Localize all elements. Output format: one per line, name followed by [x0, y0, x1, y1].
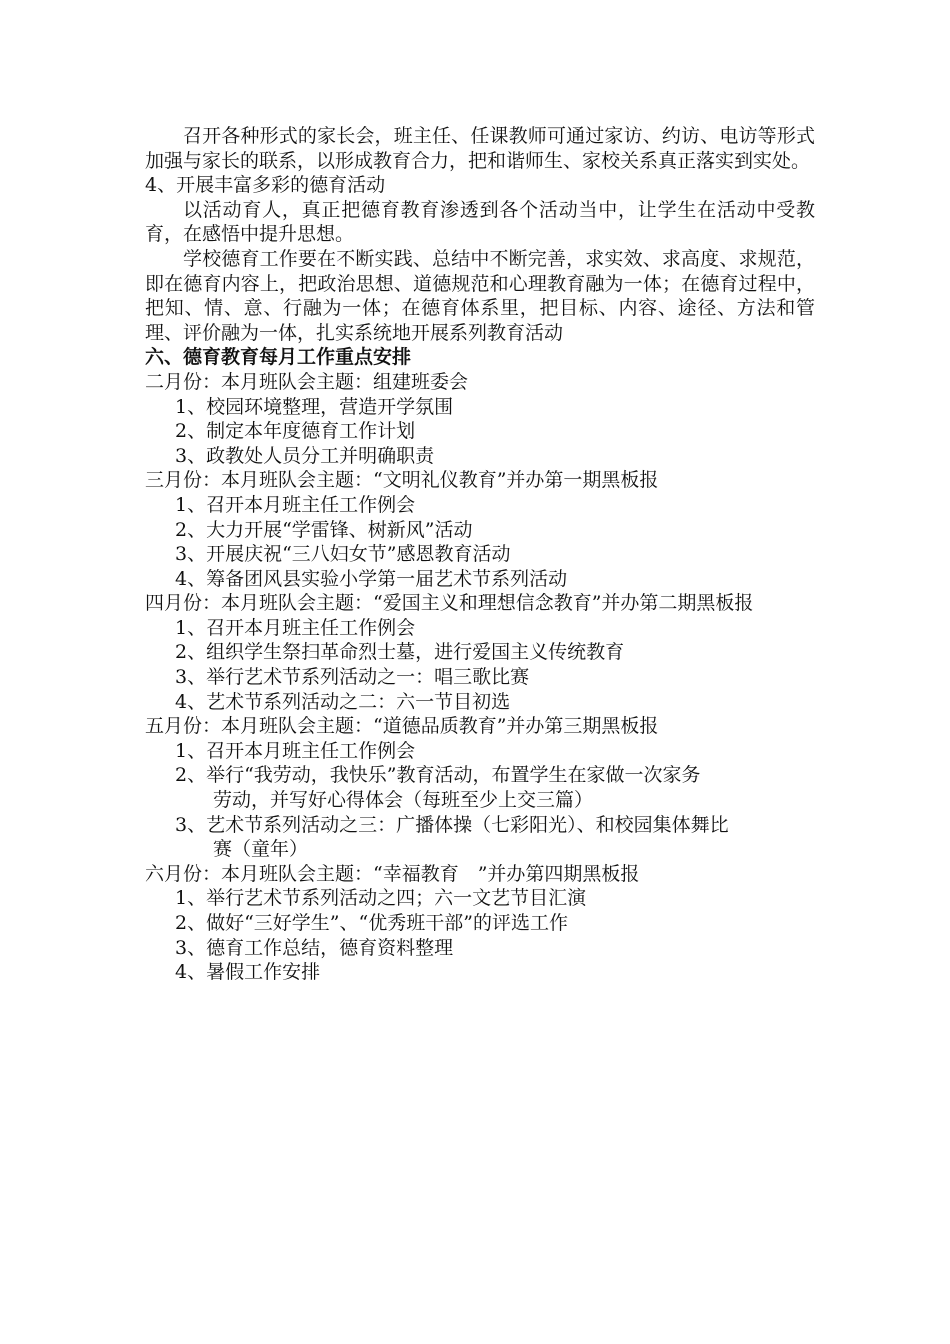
- list-item: 2、做好“三好学生”、“优秀班干部”的评选工作: [175, 912, 568, 934]
- month-title-may: 五月份：本月班队会主题：“道德品质教育”并办第三期黑板报: [145, 715, 659, 738]
- list-item-line: 赛（童年）: [213, 838, 309, 861]
- section-title: 六、德育教育每月工作重点安排: [145, 346, 412, 369]
- document-page: [145, 124, 815, 985]
- month-title-mar: 三月份：本月班队会主题：“文明礼仪教育”并办第一期黑板报: [145, 469, 659, 492]
- list-item: [145, 763, 815, 812]
- list-item-line: 2、举行“我劳动，我快乐”教育活动，布置学生在家做一次家务: [175, 764, 701, 787]
- list-item: 4、暑假工作安排: [175, 961, 321, 984]
- paragraph-parent-meetings: 召开各种形式的家长会，班主任、任课教师可通过家访、约访、电访等形式加强与家长的联系，以形成教育合力，把和谐师生、家校关系真正落实到实处。: [145, 125, 815, 172]
- list-item: 1、举行艺术节系列活动之四；六一文艺节目汇演: [175, 887, 587, 910]
- list-item: 1、召开本月班主任工作例会: [175, 616, 416, 639]
- list-item-line: 3、艺术节系列活动之三：广播体操（七彩阳光）、和校园集体舞比: [175, 813, 729, 836]
- paragraph-activity-education: 以活动育人，真正把德育教育渗透到各个活动当中，让学生在活动中受教育，在感悟中提升思想。: [145, 198, 815, 246]
- list-item: 3、政教处人员分工并明确职责: [175, 444, 435, 467]
- month-title-apr: 四月份：本月班队会主题：“爱国主义和理想信念教育”并办第二期黑板报: [145, 592, 754, 615]
- list-item: 1、召开本月班主任工作例会: [175, 493, 416, 516]
- list-item: 3、举行艺术节系列活动之一：唱三歌比赛: [175, 666, 530, 689]
- list-item: 3、德育工作总结，德育资料整理: [175, 936, 454, 959]
- list-item: 2、大力开展“学雷锋、树新风”活动: [175, 518, 473, 541]
- list-item: 1、校园环境整理，营造开学氛围: [175, 395, 454, 418]
- list-item: [145, 813, 815, 862]
- list-item: 2、制定本年度德育工作计划: [175, 420, 416, 443]
- list-item-line: 劳动，并写好心得体会（每班至少上交三篇）: [213, 789, 594, 812]
- list-item: 4、筹备团风县实验小学第一届艺术节系列活动: [175, 567, 568, 590]
- month-title-jun: 六月份：本月班队会主题：“幸福教育 ”并办第四期黑板报: [145, 862, 640, 885]
- paragraph-moral-work: 学校德育工作要在不断实践、总结中不断完善，求实效、求高度、求规范，即在德育内容上，把政治思想、道德规范和心理教育融为一体；在德育过程中，把知、情、意、行融为一体；在德育体系里，把目标、内容、途径、方法和管理、评价融为一体，扎实系统地开展系列教育活动: [145, 247, 815, 344]
- list-item: 2、组织学生祭扫革命烈士墓，进行爱国主义传统教育: [175, 641, 625, 664]
- list-item: 3、开展庆祝“三八妇女节”感恩教育活动: [175, 543, 511, 566]
- month-title-feb: 二月份：本月班队会主题：组建班委会: [145, 370, 469, 393]
- subheading-activities: 4、开展丰富多彩的德育活动: [145, 174, 386, 197]
- list-item: 1、召开本月班主任工作例会: [175, 739, 416, 762]
- list-item: 4、艺术节系列活动之二：六一节目初选: [175, 690, 511, 713]
